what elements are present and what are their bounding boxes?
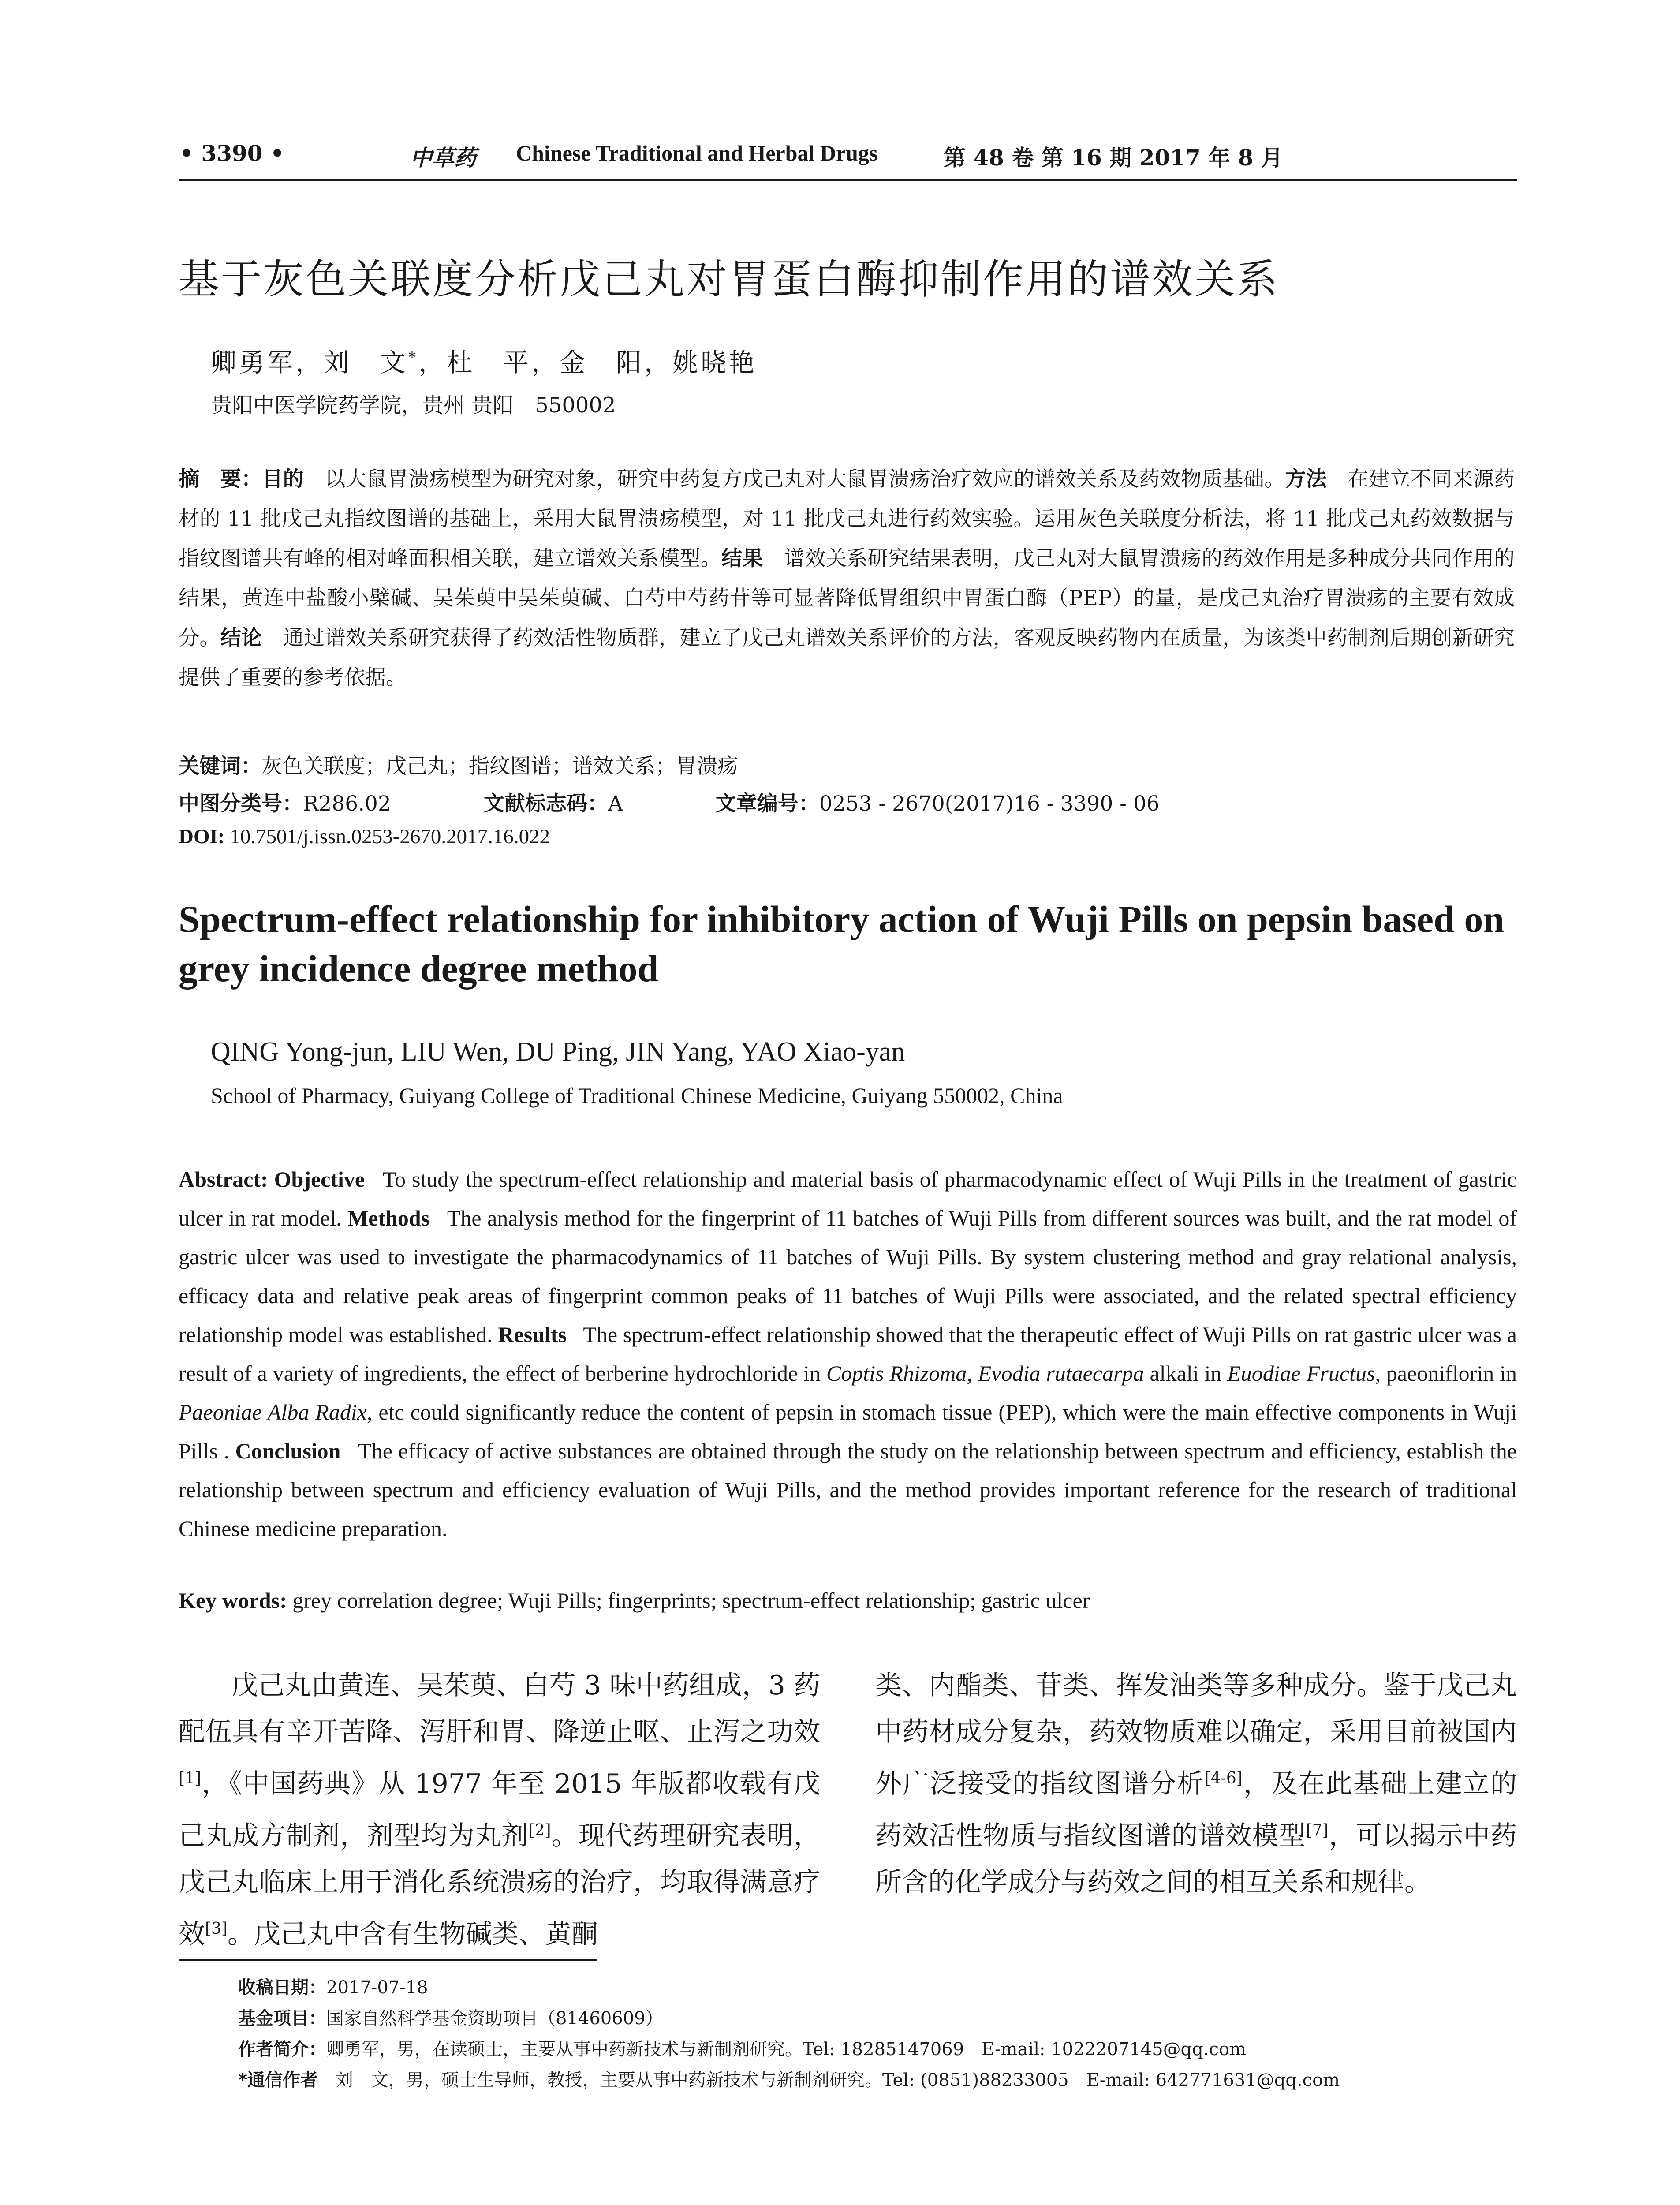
journal-name-cn: 中草药 <box>410 145 476 171</box>
authors-cn: 卿勇军，刘 文*，杜 平，金 阳，姚晓艳 <box>211 348 758 377</box>
affiliation-cn: 贵阳中医学院药学院，贵州 贵阳 550002 <box>211 393 616 418</box>
footnote-rule <box>179 1959 597 1961</box>
body-column-left: 戊己丸由黄连、吴茱萸、白芍 3 味中药组成，3 药配伍具有辛开苦降、泻肝和胃、降逆止呕、止泻之功效[1]，《中国药典》从 1977 年至 2015 年版都收载有戊己丸成方制剂，剂型均为丸剂[2]。现代药理研究表明，戊己丸临床上用于消化系统溃疡的治疗，均取得满意疗效[3]。戊己丸中含有生物碱类、黄酮 <box>179 1670 821 1950</box>
header-rule <box>179 179 1517 181</box>
doi-line: DOI: 10.7501/j.issn.0253-2670.2017.16.022 <box>179 825 550 848</box>
keywords-cn: 关键词：灰色关联度；戊己丸；指纹图谱；谱效关系；胃溃疡 <box>179 754 738 778</box>
abstract-cn: 摘 要：目的 以大鼠胃溃疡模型为研究对象，研究中药复方戊己丸对大鼠胃溃疡治疗效应的谱效关系及药效物质基础。方法 在建立不同来源药材的 11 批戊己丸指纹图谱的基础上，采用大鼠胃溃疡模型，对 11 批戊己丸进行药效实验。运用灰色关联度分析法，将 11 批戊己丸药效数据与指纹图谱共有峰的相对峰面积相关联，建立谱效关系模型。结果 谱效关系研究结果表明，戊己丸对大鼠胃溃疡的药效作用是多种成分共同作用的结果，黄连中盐酸小檗碱、吴茱萸中吴茱萸碱、白芍中芍药苷等可显著降低胃组织中胃蛋白酶（PEP）的量，是戊己丸治疗胃溃疡的主要有效成分。结论 通过谱效关系研究获得了药效活性物质群，建立了戊己丸谱效关系评价的方法，客观反映药物内在质量，为该类中药制剂后期创新研究提供了重要的参考依据。 <box>179 467 1515 690</box>
authors-en: QING Yong-jun, LIU Wen, DU Ping, JIN Yang, YAO Xiao-yan <box>211 1037 905 1067</box>
affiliation-en: School of Pharmacy, Guiyang College of Traditional Chinese Medicine, Guiyang 550002, China <box>211 1083 1063 1108</box>
footnote-fund: 基金项目：国家自然科学基金资助项目（81460609） <box>238 2008 663 2029</box>
page-number: • 3390 • <box>179 140 284 166</box>
title-en: Spectrum-effect relationship for inhibitory action of Wuji Pills on pepsin based on grey incidence degree method <box>179 898 1505 990</box>
title-cn: 基于灰色关联度分析戊己丸对胃蛋白酶抑制作用的谱效关系 <box>179 256 1280 303</box>
footnote-corresponding: *通信作者 刘 文，男，硕士生导师，教授，主要从事中药新技术与新制剂研究。Tel: (0851)88233005 E-mail: 642771631@qq.com <box>238 2070 1340 2090</box>
footnote-received: 收稿日期：2017-07-18 <box>238 1977 428 1998</box>
journal-name-en: Chinese Traditional and Herbal Drugs <box>516 141 878 165</box>
keywords-en: Key words: grey correlation degree; Wuji Pills; fingerprints; spectrum-effect relationship; gastric ulcer <box>179 1588 1090 1613</box>
body-column-right: 类、内酯类、苷类、挥发油类等多种成分。鉴于戊己丸中药材成分复杂，药效物质难以确定，采用目前被国内外广泛接受的指纹图谱分析[4-6]，及在此基础上建立的药效活性物质与指纹图谱的谱效模型[7]，可以揭示中药所含的化学成分与药效之间的相互关系和规律。 <box>875 1670 1517 1898</box>
abstract-en: Abstract: Objective To study the spectrum-effect relationship and material basis of pharmacodynamic effect of Wuji Pills in the treatment of gastric ulcer in rat model. Methods The analysis method for the fingerprint of 11 batches of Wuji Pills from different sources was built, and the rat model of gastric ulcer was used to investigate the pharmacodynamics of 11 batches of Wuji Pills. By system clustering method and gray relational analysis, efficacy data and relative peak areas of fingerprint common peaks of 11 batches of Wuji Pills were associated, and the related spectral efficiency relationship model was established. Results The spectrum-effect relationship showed that the therapeutic effect of Wuji Pills on rat gastric ulcer was a result of a variety of ingredients, the effect of berberine hydrochloride in Coptis Rhizoma, Evodia rutaecarpa alkali in Euodiae Fructus, paeoniflorin in Paeoniae Alba Radix, etc could significantly reduce the content of pepsin in stomach tissue (PEP), which were the main effective components in Wuji Pills . Conclusion The efficacy of active substances are obtained through the study on the relationship between spectrum and efficiency, establish the relationship between spectrum and efficiency evaluation of Wuji Pills, and the method provides important reference for the research of traditional Chinese medicine preparation. <box>179 1167 1517 1541</box>
journal-issue: 第 48 卷 第 16 期 2017 年 8 月 <box>944 145 1283 171</box>
footnote-author: 作者简介：卿勇军，男，在读硕士，主要从事中药新技术与新制剂研究。Tel: 18285147069 E-mail: 1022207145@qq.com <box>238 2039 1247 2059</box>
classification-line: 中图分类号：R286.02 文献标志码：A 文章编号：0253 - 2670(2017)16 - 3390 - 06 <box>179 792 1160 816</box>
